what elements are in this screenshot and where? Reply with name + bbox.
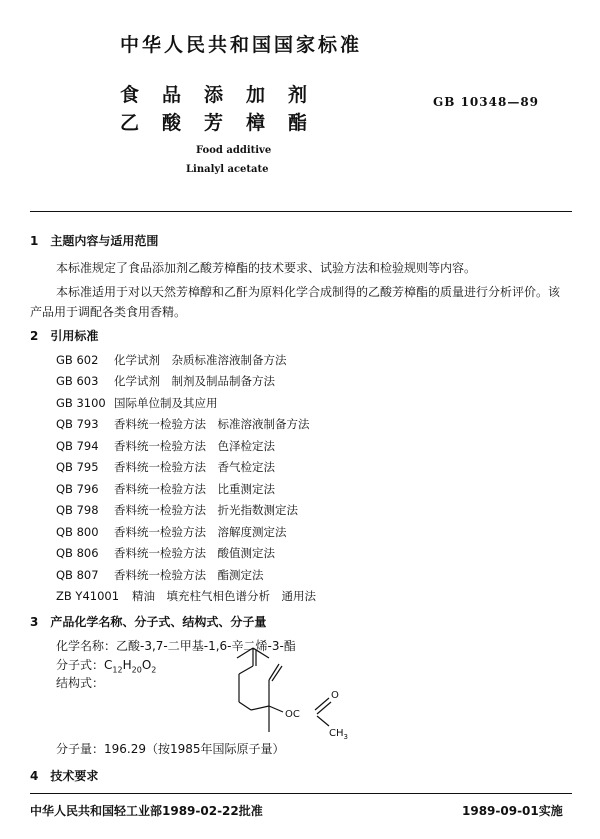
reference-item: GB 3100 国际单位制及其应用 bbox=[56, 396, 218, 410]
approval-statement: 中华人民共和国轻工业部1989-02-22批准 bbox=[30, 804, 263, 818]
skeleton-bonds bbox=[237, 648, 331, 732]
section-2-heading: 2 引用标准 bbox=[30, 329, 99, 343]
section-1-para-2a: 本标准适用于对以天然芳樟醇和乙酐为原料化学合成制得的乙酸芳樟酯的质量进行分析评价。该 bbox=[56, 285, 561, 299]
reference-item: QB 796 香料统一检验方法 比重测定法 bbox=[56, 482, 275, 496]
title-line-1: 食品添加剂 bbox=[120, 84, 331, 106]
struct-ch3-label: $CH_3$ bbox=[329, 728, 348, 741]
molecular-formula: 分子式：$C_{12}H_{20}O_2$ bbox=[56, 658, 157, 675]
section-4-heading: 4 技术要求 bbox=[30, 769, 99, 783]
standard-number: GB 10348—89 bbox=[433, 95, 540, 109]
title-line-2: 乙酸芳樟酯 bbox=[120, 112, 331, 134]
effective-date: 1989-09-01实施 bbox=[462, 804, 563, 818]
english-title-1: Food additive bbox=[196, 145, 272, 156]
reference-item: QB 800 香料统一检验方法 溶解度测定法 bbox=[56, 525, 287, 539]
reference-item: QB 793 香料统一检验方法 标准溶液制备方法 bbox=[56, 417, 310, 431]
section-1-heading: 1 主题内容与适用范围 bbox=[30, 234, 159, 248]
reference-item: QB 806 香料统一检验方法 酸值测定法 bbox=[56, 546, 275, 560]
struct-o-label: O bbox=[331, 690, 339, 701]
section-1-para-1: 本标准规定了食品添加剂乙酸芳樟酯的技术要求、试验方法和检验规则等内容。 bbox=[56, 261, 477, 275]
reference-item: QB 807 香料统一检验方法 酯测定法 bbox=[56, 568, 264, 582]
section-1-para-2b: 产品用于调配各类食用香精。 bbox=[30, 305, 187, 319]
reference-item: GB 602 化学试剂 杂质标准溶液制备方法 bbox=[56, 353, 287, 367]
reference-item: ZB Y41001 精油 填充柱气相色谱分析 通用法 bbox=[56, 589, 316, 603]
english-title-2: Linalyl acetate bbox=[186, 164, 269, 175]
section-3-heading: 3 产品化学名称、分子式、结构式、分子量 bbox=[30, 615, 267, 629]
reference-item: QB 795 香料统一检验方法 香气检定法 bbox=[56, 460, 275, 474]
reference-item: QB 794 香料统一检验方法 色泽检定法 bbox=[56, 439, 275, 453]
reference-item: QB 798 香料统一检验方法 折光指数测定法 bbox=[56, 503, 298, 517]
molecular-weight: 分子量：196.29（按1985年国际原子量） bbox=[56, 742, 285, 756]
header-divider bbox=[30, 211, 572, 212]
reference-item: GB 603 化学试剂 制剂及制品制备方法 bbox=[56, 374, 275, 388]
issuing-org: 中华人民共和国国家标准 bbox=[120, 34, 363, 56]
structural-formula-diagram bbox=[225, 640, 375, 742]
chemical-name: 化学名称：乙酸-3,7-二甲基-1,6-辛二烯-3-酯 bbox=[56, 639, 296, 653]
footer-divider bbox=[30, 793, 572, 794]
structure-label: 结构式： bbox=[56, 676, 105, 690]
struct-oc-label: OC bbox=[285, 709, 300, 720]
